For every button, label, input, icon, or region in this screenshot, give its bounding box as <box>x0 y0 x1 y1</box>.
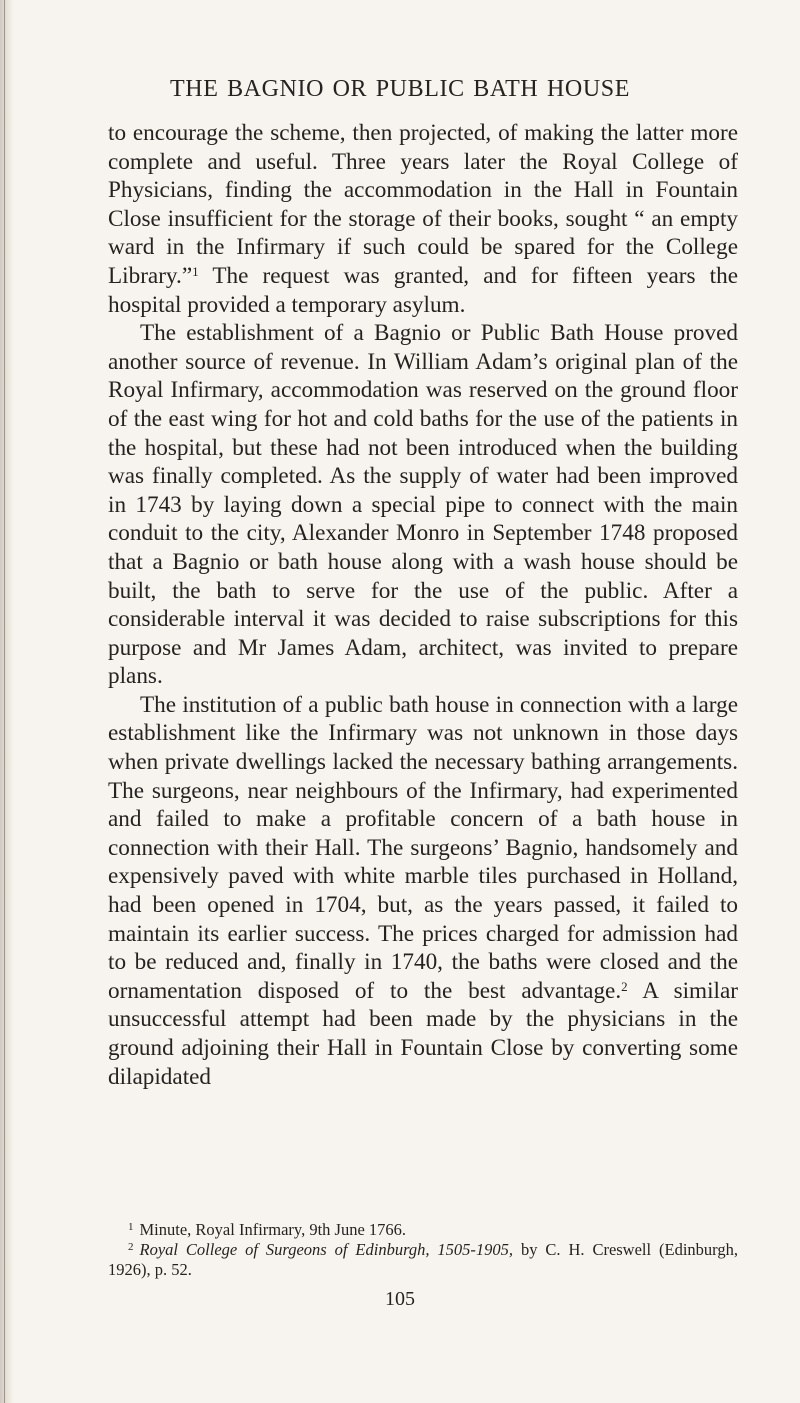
footnote-2-text: by C. H. Creswell (Edinburgh, 1926), p. 52. <box>108 1240 738 1279</box>
paragraph-1-text-b: The request was granted, and for fifteen years the hospital provided a temporary asylum. <box>108 262 738 318</box>
binding-edge <box>4 0 5 1403</box>
footnotes <box>108 1220 738 1280</box>
footnote-1 <box>108 1220 738 1240</box>
footnote-1-mark: 1 <box>128 1221 134 1233</box>
footnote-2-mark: 2 <box>128 1241 134 1253</box>
running-head: THE BAGNIO OR PUBLIC BATH HOUSE <box>170 76 630 102</box>
paragraph-1 <box>108 119 738 319</box>
page-gutter-shadow <box>0 0 14 1403</box>
footnote-ref-2: 2 <box>621 978 628 994</box>
footnote-2 <box>108 1240 738 1280</box>
paragraph-3-text-a: The institution of a public bath house in connection with a large establishment like the Infirmary was not unknown in those days when private dwellings lacked the necessary bathing arrangements. The surgeons, near neighbours of the Infirmary, had experimented and failed to make a profitable concern of a bath house in connection with their Hall. The surgeons’ Bagnio, handsomely and expensively paved with white marble tiles purchased in Holland, had been opened in 1704, but, as the years passed, it failed to maintain its earlier success. The prices charged for admission had to be reduced and, finally in 1740, the baths were closed and the ornamentation disposed of to the best advantage. <box>108 691 738 1004</box>
paragraph-1-text-a: to encourage the scheme, then projected, of making the latter more complete and useful. Three years later the Royal College of Physicians, finding the accommodation in the Hall in Fountain Close insufficient for the storage of their books, sought “ an empty ward in the Infirmary if such could be spared for the College Library.” <box>108 120 738 289</box>
paragraph-2: The establishment of a Bagnio or Public Bath House proved another source of revenue. In William Adam’s original plan of the Royal Infirmary, accommodation was reserved on the ground floor of the east wing for hot and cold baths for the use of the patients in the hospital, but these had not been introduced when the building was finally completed. As the supply of water had been improved in 1743 by laying down a special pipe to connect with the main conduit to the city, Alexander Monro in September 1748 proposed that a Bagnio or bath house along with a wash house should be built, the bath to serve for the use of the public. After a considerable interval it was decided to raise subscriptions for this purpose and Mr James Adam, architect, was invited to prepare plans. <box>108 320 738 690</box>
body-text <box>108 119 738 1091</box>
paragraph-3 <box>108 691 738 1091</box>
footnote-2-title: Royal College of Surgeons of Edinburgh, 1505-1905, <box>139 1240 514 1259</box>
page-number: 105 <box>385 1288 415 1310</box>
paragraph-3-text-b: A similar unsuccessful attempt had been made by the physicians in the ground adjoining their Hall in Fountain Close by converting some dilapidated <box>108 977 738 1090</box>
footnote-1-text: Minute, Royal Infirmary, 9th June 1766. <box>139 1220 407 1239</box>
footnote-ref-1: 1 <box>192 263 199 279</box>
